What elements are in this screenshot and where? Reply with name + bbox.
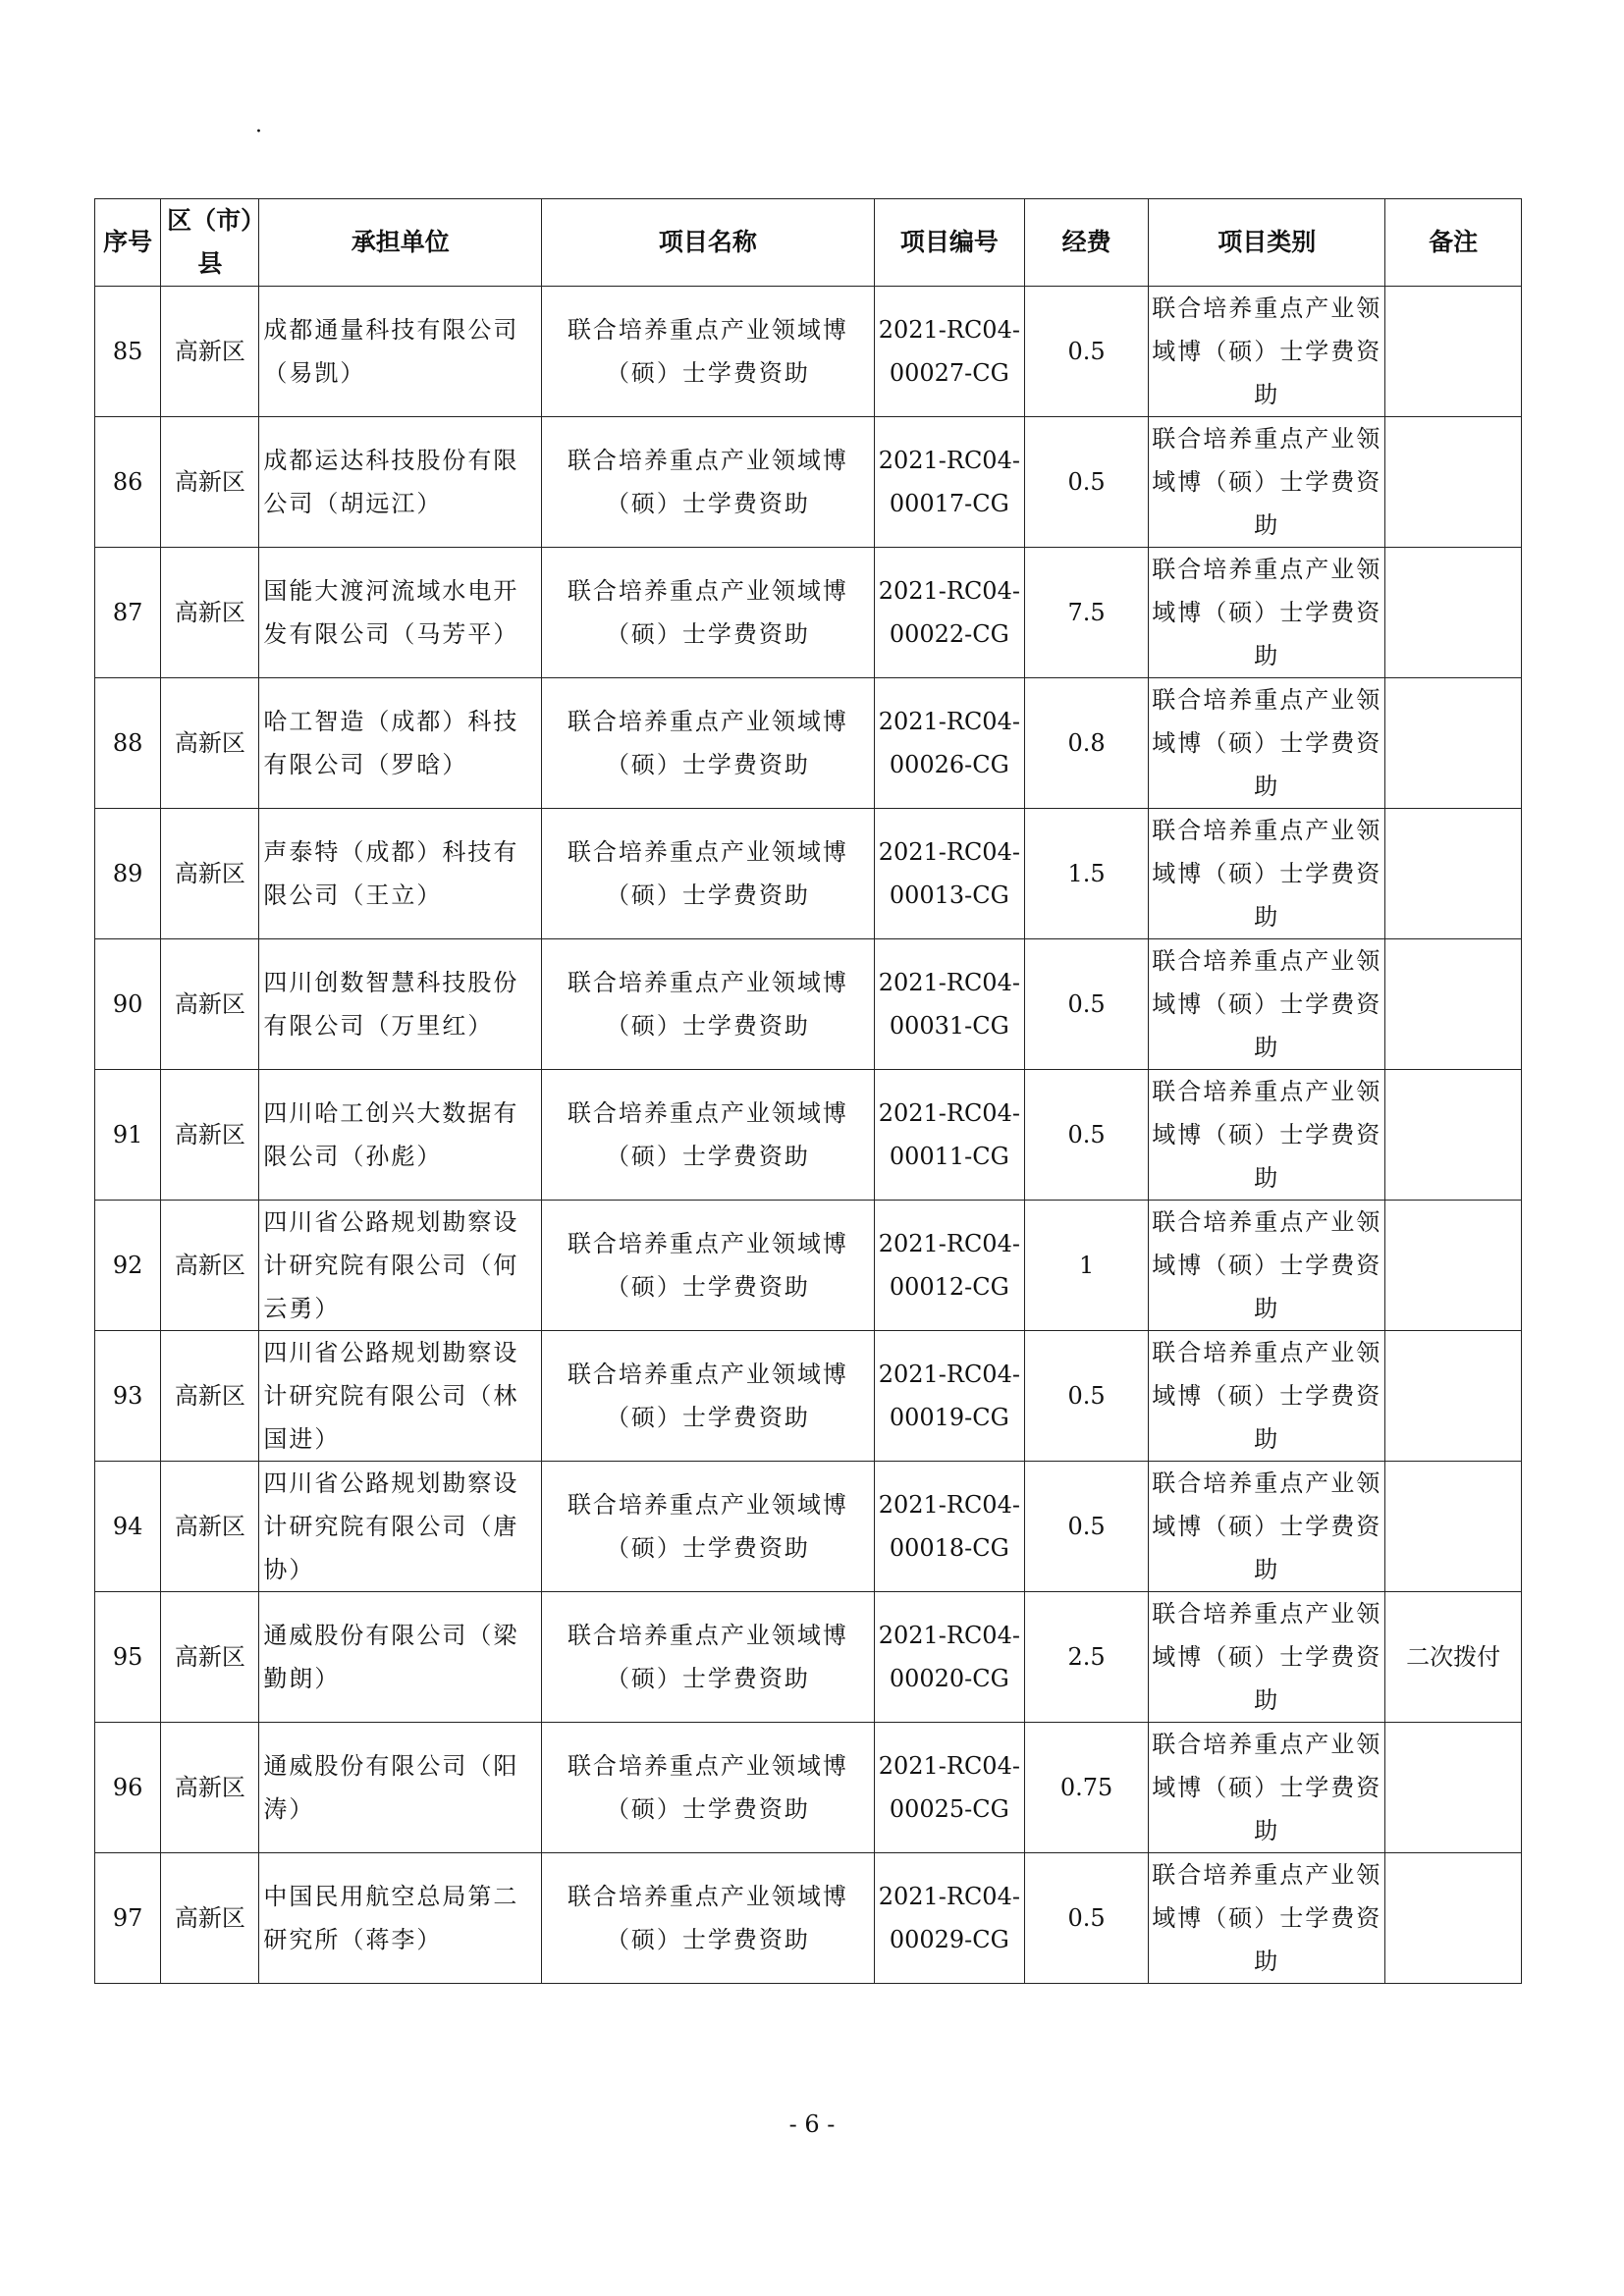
cell-code: 2021-RC04-00013-CG: [874, 809, 1024, 939]
cell-no: 97: [95, 1853, 161, 1984]
cell-remark: [1385, 1331, 1522, 1462]
cell-no: 87: [95, 548, 161, 678]
cell-category: 联合培养重点产业领域博（硕）士学费资助: [1149, 809, 1385, 939]
col-header-remark: 备注: [1385, 199, 1522, 287]
cell-category: 联合培养重点产业领域博（硕）士学费资助: [1149, 1592, 1385, 1723]
cell-code: 2021-RC04-00026-CG: [874, 678, 1024, 809]
cell-funding: 0.8: [1024, 678, 1149, 809]
cell-remark: [1385, 809, 1522, 939]
cell-funding: 0.5: [1024, 1462, 1149, 1592]
cell-unit: 四川创数智慧科技股份有限公司（万里红）: [259, 939, 542, 1070]
cell-funding: 1: [1024, 1201, 1149, 1331]
cell-code: 2021-RC04-00020-CG: [874, 1592, 1024, 1723]
cell-remark: [1385, 678, 1522, 809]
cell-remark: [1385, 548, 1522, 678]
col-header-unit: 承担单位: [259, 199, 542, 287]
cell-unit: 声泰特（成都）科技有限公司（王立）: [259, 809, 542, 939]
cell-no: 88: [95, 678, 161, 809]
cell-remark: [1385, 1723, 1522, 1853]
cell-project: 联合培养重点产业领域博（硕）士学费资助: [542, 809, 875, 939]
cell-project: 联合培养重点产业领域博（硕）士学费资助: [542, 678, 875, 809]
cell-funding: 0.5: [1024, 1853, 1149, 1984]
cell-district: 高新区: [161, 939, 259, 1070]
cell-unit: 四川省公路规划勘察设计研究院有限公司（唐协）: [259, 1462, 542, 1592]
table-row: [95, 1853, 1522, 1984]
cell-unit: 国能大渡河流域水电开发有限公司（马芳平）: [259, 548, 542, 678]
cell-no: 92: [95, 1201, 161, 1331]
cell-unit: 通威股份有限公司（梁勤朗）: [259, 1592, 542, 1723]
cell-district: 高新区: [161, 417, 259, 548]
cell-funding: 1.5: [1024, 809, 1149, 939]
cell-project: 联合培养重点产业领域博（硕）士学费资助: [542, 1070, 875, 1201]
cell-category: 联合培养重点产业领域博（硕）士学费资助: [1149, 678, 1385, 809]
table-row: [95, 939, 1522, 1070]
col-header-category: 项目类别: [1149, 199, 1385, 287]
table-row: [95, 1462, 1522, 1592]
cell-category: 联合培养重点产业领域博（硕）士学费资助: [1149, 1070, 1385, 1201]
cell-unit: 四川省公路规划勘察设计研究院有限公司（何云勇）: [259, 1201, 542, 1331]
table-row: [95, 809, 1522, 939]
cell-unit: 四川哈工创兴大数据有限公司（孙彪）: [259, 1070, 542, 1201]
cell-project: 联合培养重点产业领域博（硕）士学费资助: [542, 939, 875, 1070]
cell-district: 高新区: [161, 678, 259, 809]
cell-project: 联合培养重点产业领域博（硕）士学费资助: [542, 1853, 875, 1984]
cell-district: 高新区: [161, 287, 259, 417]
cell-district: 高新区: [161, 548, 259, 678]
cell-remark: [1385, 939, 1522, 1070]
cell-no: 85: [95, 287, 161, 417]
table-row: [95, 1331, 1522, 1462]
cell-funding: 0.5: [1024, 287, 1149, 417]
cell-funding: 7.5: [1024, 548, 1149, 678]
cell-category: 联合培养重点产业领域博（硕）士学费资助: [1149, 1723, 1385, 1853]
cell-unit: 成都通量科技有限公司（易凯）: [259, 287, 542, 417]
cell-project: 联合培养重点产业领域博（硕）士学费资助: [542, 1331, 875, 1462]
cell-unit: 成都运达科技股份有限公司（胡远江）: [259, 417, 542, 548]
cell-code: 2021-RC04-00029-CG: [874, 1853, 1024, 1984]
cell-district: 高新区: [161, 1592, 259, 1723]
cell-project: 联合培养重点产业领域博（硕）士学费资助: [542, 1592, 875, 1723]
cell-category: 联合培养重点产业领域博（硕）士学费资助: [1149, 939, 1385, 1070]
cell-district: 高新区: [161, 1331, 259, 1462]
cell-code: 2021-RC04-00031-CG: [874, 939, 1024, 1070]
cell-funding: 2.5: [1024, 1592, 1149, 1723]
cell-code: 2021-RC04-00019-CG: [874, 1331, 1024, 1462]
cell-district: 高新区: [161, 1462, 259, 1592]
cell-district: 高新区: [161, 1723, 259, 1853]
cell-code: 2021-RC04-00025-CG: [874, 1723, 1024, 1853]
cell-no: 96: [95, 1723, 161, 1853]
cell-code: 2021-RC04-00017-CG: [874, 417, 1024, 548]
cell-code: 2021-RC04-00018-CG: [874, 1462, 1024, 1592]
cell-district: 高新区: [161, 1070, 259, 1201]
cell-category: 联合培养重点产业领域博（硕）士学费资助: [1149, 287, 1385, 417]
cell-project: 联合培养重点产业领域博（硕）士学费资助: [542, 287, 875, 417]
cell-project: 联合培养重点产业领域博（硕）士学费资助: [542, 417, 875, 548]
cell-no: 90: [95, 939, 161, 1070]
table-body: [95, 287, 1522, 1984]
cell-project: 联合培养重点产业领域博（硕）士学费资助: [542, 1723, 875, 1853]
table-row: [95, 417, 1522, 548]
table-row: [95, 548, 1522, 678]
col-header-project: 项目名称: [542, 199, 875, 287]
cell-district: 高新区: [161, 1853, 259, 1984]
table-row: [95, 678, 1522, 809]
cell-unit: 通威股份有限公司（阳涛）: [259, 1723, 542, 1853]
cell-no: 91: [95, 1070, 161, 1201]
table-row: [95, 1592, 1522, 1723]
cell-remark: [1385, 287, 1522, 417]
cell-category: 联合培养重点产业领域博（硕）士学费资助: [1149, 1853, 1385, 1984]
cell-no: 86: [95, 417, 161, 548]
cell-unit: 哈工智造（成都）科技有限公司（罗晗）: [259, 678, 542, 809]
cell-funding: 0.5: [1024, 939, 1149, 1070]
funding-table: [94, 198, 1522, 1984]
cell-remark: 二次拨付: [1385, 1592, 1522, 1723]
cell-unit: 四川省公路规划勘察设计研究院有限公司（林国进）: [259, 1331, 542, 1462]
cell-project: 联合培养重点产业领域博（硕）士学费资助: [542, 548, 875, 678]
cell-funding: 0.5: [1024, 417, 1149, 548]
table-row: [95, 1070, 1522, 1201]
table-row: [95, 287, 1522, 417]
cell-remark: [1385, 417, 1522, 548]
cell-code: 2021-RC04-00011-CG: [874, 1070, 1024, 1201]
cell-remark: [1385, 1070, 1522, 1201]
cell-funding: 0.75: [1024, 1723, 1149, 1853]
header-mark: ·: [255, 120, 262, 144]
cell-funding: 0.5: [1024, 1331, 1149, 1462]
table-row: [95, 1723, 1522, 1853]
cell-code: 2021-RC04-00022-CG: [874, 548, 1024, 678]
table-row: [95, 1201, 1522, 1331]
cell-unit: 中国民用航空总局第二研究所（蒋李）: [259, 1853, 542, 1984]
cell-no: 95: [95, 1592, 161, 1723]
page-number: - 6 -: [788, 2110, 836, 2138]
cell-remark: [1385, 1462, 1522, 1592]
cell-category: 联合培养重点产业领域博（硕）士学费资助: [1149, 1201, 1385, 1331]
col-header-district: 区（市）县: [161, 199, 259, 287]
cell-district: 高新区: [161, 1201, 259, 1331]
col-header-funding: 经费: [1024, 199, 1149, 287]
cell-project: 联合培养重点产业领域博（硕）士学费资助: [542, 1201, 875, 1331]
col-header-code: 项目编号: [874, 199, 1024, 287]
cell-no: 89: [95, 809, 161, 939]
cell-category: 联合培养重点产业领域博（硕）士学费资助: [1149, 548, 1385, 678]
cell-no: 93: [95, 1331, 161, 1462]
cell-category: 联合培养重点产业领域博（硕）士学费资助: [1149, 1331, 1385, 1462]
cell-category: 联合培养重点产业领域博（硕）士学费资助: [1149, 417, 1385, 548]
cell-project: 联合培养重点产业领域博（硕）士学费资助: [542, 1462, 875, 1592]
cell-category: 联合培养重点产业领域博（硕）士学费资助: [1149, 1462, 1385, 1592]
cell-funding: 0.5: [1024, 1070, 1149, 1201]
table-header-row: [95, 199, 1522, 287]
cell-district: 高新区: [161, 809, 259, 939]
cell-no: 94: [95, 1462, 161, 1592]
cell-remark: [1385, 1853, 1522, 1984]
cell-code: 2021-RC04-00027-CG: [874, 287, 1024, 417]
cell-code: 2021-RC04-00012-CG: [874, 1201, 1024, 1331]
cell-remark: [1385, 1201, 1522, 1331]
col-header-no: 序号: [95, 199, 161, 287]
